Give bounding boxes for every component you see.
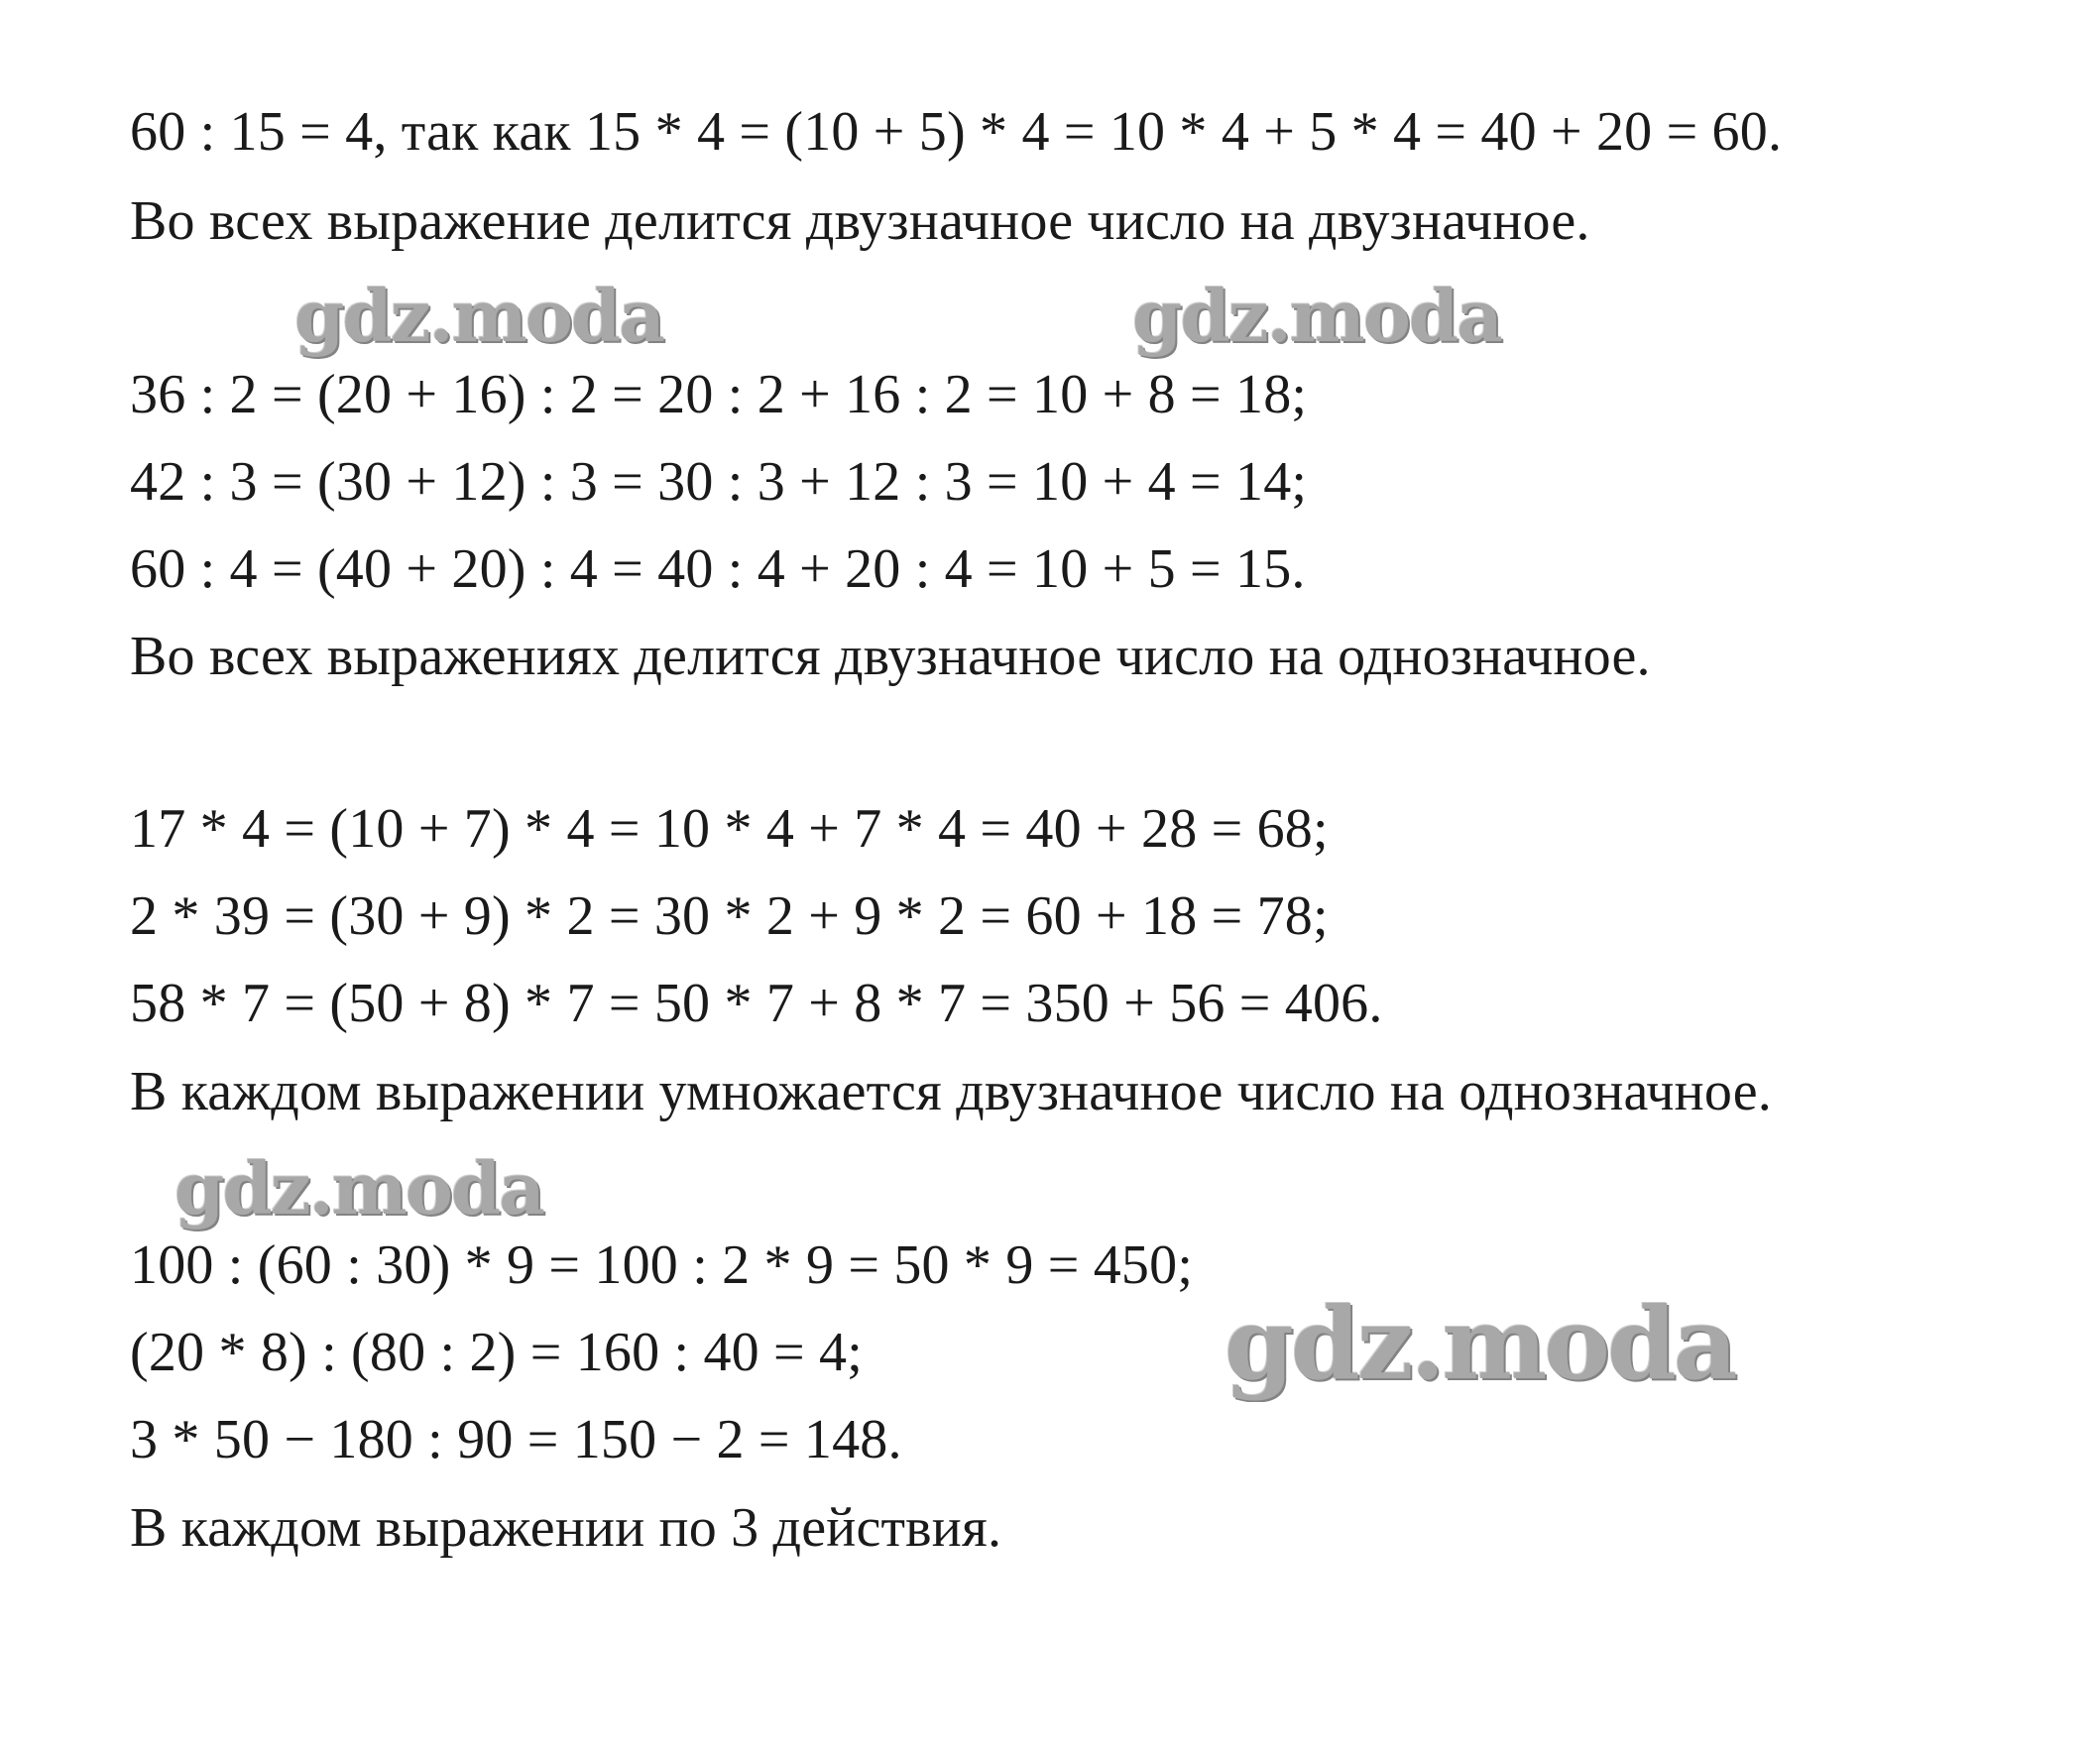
watermark-logo: gdz.moda (294, 274, 663, 358)
watermark-logo: gdz.moda (1225, 1285, 1735, 1402)
text-line: 17 * 4 = (10 + 7) * 4 = 10 * 4 + 7 * 4 = 40 + 28 = 68; (130, 798, 1329, 860)
text-line: (20 * 8) : (80 : 2) = 160 : 40 = 4; (130, 1322, 863, 1383)
text-line: 36 : 2 = (20 + 16) : 2 = 20 : 2 + 16 : 2 = 10 + 8 = 18; (130, 364, 1308, 425)
text-line: 3 * 50 − 180 : 90 = 150 − 2 = 148. (130, 1409, 902, 1470)
text-line: 2 * 39 = (30 + 9) * 2 = 30 * 2 + 9 * 2 = 60 + 18 = 78; (130, 885, 1329, 947)
text-line: 100 : (60 : 30) * 9 = 100 : 2 * 9 = 50 * 9 = 450; (130, 1234, 1194, 1296)
text-line: 60 : 4 = (40 + 20) : 4 = 40 : 4 + 20 : 4 = 10 + 5 = 15. (130, 538, 1306, 600)
watermark-logo: gdz.moda (175, 1146, 543, 1230)
text-line: В каждом выражении по 3 действия. (130, 1497, 1002, 1559)
text-line: 60 : 15 = 4, так как 15 * 4 = (10 + 5) * 4 = 10 * 4 + 5 * 4 = 40 + 20 = 60. (130, 101, 1783, 163)
text-line: 58 * 7 = (50 + 8) * 7 = 50 * 7 + 8 * 7 = 350 + 56 = 406. (130, 973, 1383, 1034)
text-line: Во всех выражение делится двузначное число на двузначное. (130, 190, 1590, 252)
text-line: 42 : 3 = (30 + 12) : 3 = 30 : 3 + 12 : 3 = 10 + 4 = 14; (130, 451, 1308, 513)
text-line: В каждом выражении умножается двузначное число на однозначное. (130, 1061, 1772, 1122)
text-line: Во всех выражениях делится двузначное число на однозначное. (130, 626, 1651, 687)
watermark-logo: gdz.moda (1132, 274, 1501, 358)
